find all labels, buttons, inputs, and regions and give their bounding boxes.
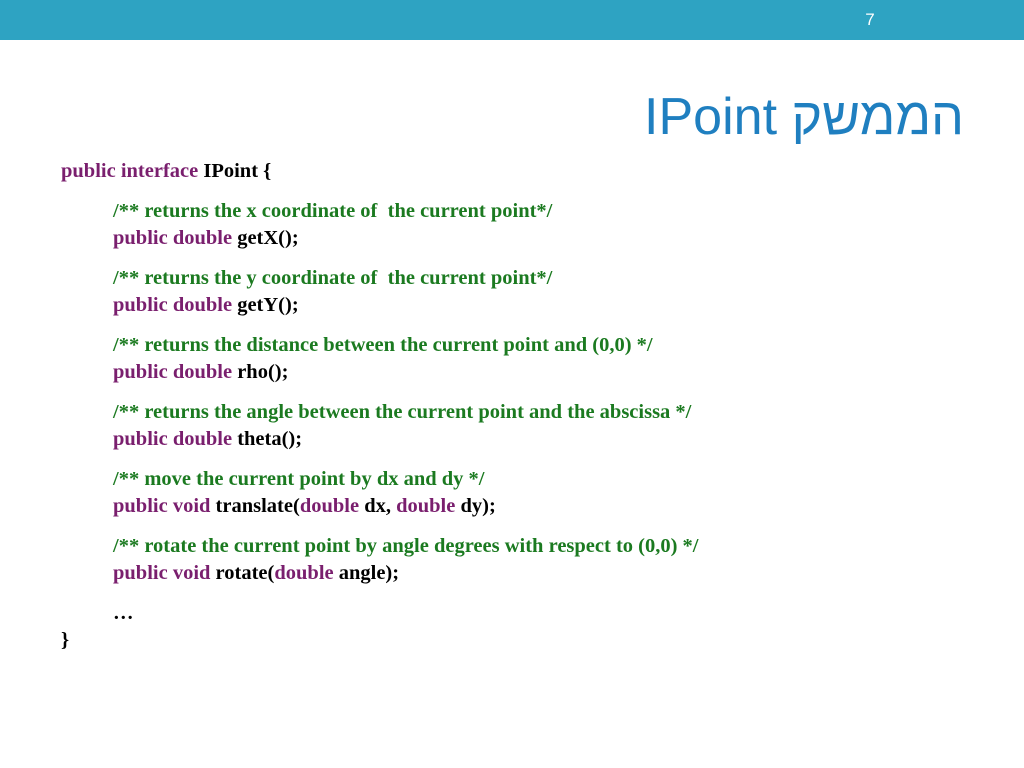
ellipsis: … — [113, 602, 134, 624]
method-name: theta(); — [237, 428, 303, 450]
method-signature-getx — [61, 225, 699, 252]
method-signature-rho — [61, 359, 699, 386]
method-comment-rotate: /** rotate the current point by angle degrees with respect to (0,0) */ — [113, 535, 699, 557]
method-modifier: public void — [113, 495, 211, 517]
method-modifier: public void — [113, 562, 211, 584]
method-name: translate( — [215, 495, 300, 517]
method-name: getX(); — [237, 227, 299, 249]
method-signature-translate — [61, 493, 699, 520]
param-type: double — [299, 495, 360, 517]
slide-number: 7 — [865, 10, 875, 29]
interface-keyword: public interface — [61, 160, 199, 182]
method-signature-rotate — [61, 560, 699, 587]
top-bar — [0, 0, 1024, 40]
closing-brace: } — [61, 629, 70, 651]
method-comment-translate: /** move the current point by dx and dy */ — [113, 468, 485, 490]
param-name: dy); — [460, 495, 496, 517]
method-modifier: public double — [113, 227, 233, 249]
method-signature-theta — [61, 426, 699, 453]
interface-declaration — [61, 158, 699, 185]
method-comment-gety: /** returns the y coordinate of the current point*/ — [113, 267, 553, 289]
method-modifier: public double — [113, 294, 233, 316]
param-name: dx, — [364, 495, 391, 517]
method-comment-rho: /** returns the distance between the current point and (0,0) */ — [113, 334, 653, 356]
method-name: rotate( — [215, 562, 275, 584]
param-name: angle); — [338, 562, 400, 584]
code-block — [61, 158, 699, 654]
param-type: double — [274, 562, 334, 584]
method-modifier: public double — [113, 361, 233, 383]
method-modifier: public double — [113, 428, 233, 450]
interface-name: IPoint { — [203, 160, 272, 182]
param-type: double — [396, 495, 456, 517]
method-comment-theta: /** returns the angle between the current point and the abscissa */ — [113, 401, 692, 423]
method-name: getY(); — [237, 294, 299, 316]
method-comment-getx: /** returns the x coordinate of the current point*/ — [113, 200, 553, 222]
method-name: rho(); — [237, 361, 289, 383]
method-signature-gety — [61, 292, 699, 319]
slide-title: IPoint הממשק — [644, 88, 964, 146]
